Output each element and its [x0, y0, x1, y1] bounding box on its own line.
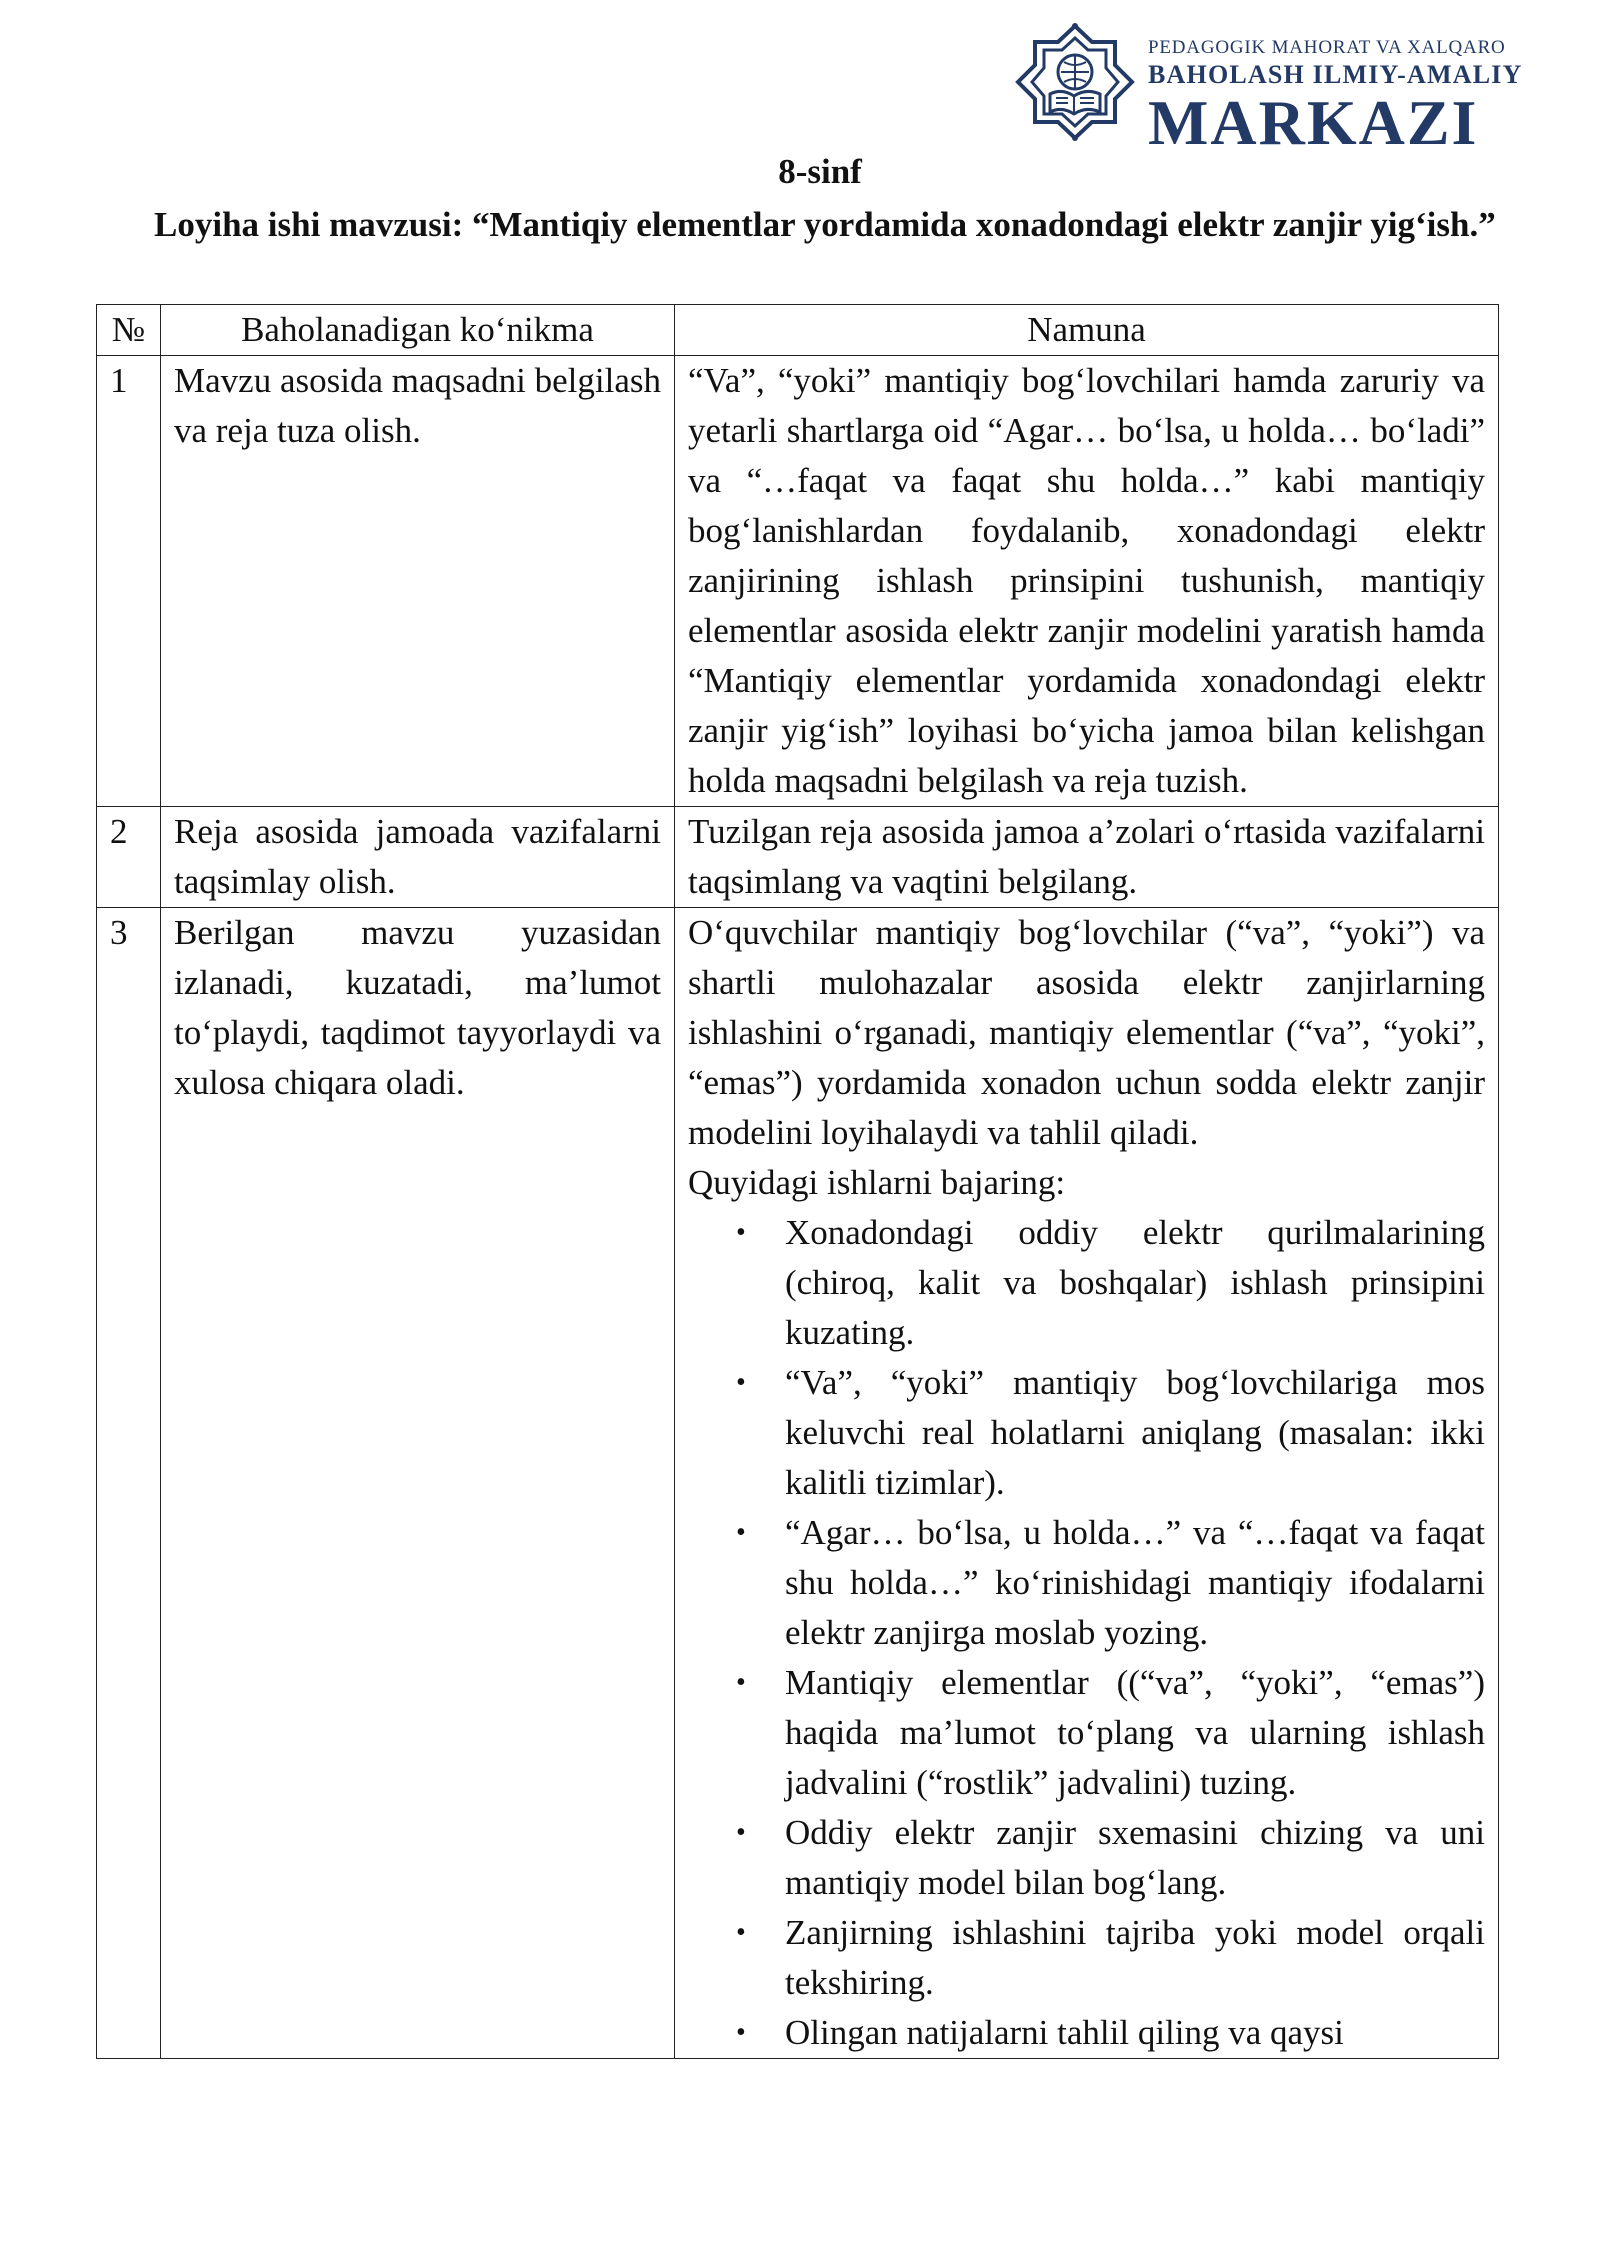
logo-line-3: MARKAZI	[1148, 87, 1479, 158]
tasks-intro: Quyidagi ishlarni bajaring:	[688, 1163, 1066, 1202]
list-item: • Mantiqiy elementlar ((“va”, “yoki”, “emas”) haqida ma’lumot to‘plang va ularning ishlash jadvalini (“rostlik” jadvalini) tuzing.	[688, 1658, 1485, 1808]
task-list	[688, 1208, 1485, 2058]
row-skill: Reja asosida jamoada vazifalarni taqsimlay olish.	[161, 807, 675, 908]
header-sample: Namuna	[675, 305, 1499, 356]
table-row	[97, 908, 1499, 2059]
list-item: • “Va”, “yoki” mantiqiy bog‘lovchilariga mos keluvchi real holatlarni aniqlang (masalan: ikki kalitli tizimlar).	[688, 1358, 1485, 1508]
row-number: 3	[97, 908, 161, 2059]
list-item: • Xonadondagi oddiy elektr qurilmalarining (chiroq, kalit va boshqalar) ishlash prinsipini kuzating.	[688, 1208, 1485, 1358]
table-row	[97, 356, 1499, 807]
row-number: 2	[97, 807, 161, 908]
header-number: №	[97, 305, 161, 356]
grade-heading: 8-sinf	[778, 152, 862, 191]
row-number: 1	[97, 356, 161, 807]
row-sample: “Va”, “yoki” mantiqiy bog‘lovchilari hamda zaruriy va yetarli shartlarga oid “Agar… bo‘lsa, u holda… bo‘ladi” va “…faqat va faqat shu holda…” kabi mantiqiy bog‘lanishlardan foydalanib, xonadondagi elektr zanjirining ishlash prinsipini tushunish, mantiqiy elementlar asosida elektr zanjir modelini yaratish hamda “Mantiqiy elementlar yordamida xonadondagi elektr zanjir yig‘ish” loyihasi bo‘yicha jamoa bilan kelishgan holda maqsadni belgilash va reja tuzish.	[675, 356, 1499, 807]
logo-line-2: BAHOLASH ILMIY-AMALIY	[1148, 60, 1523, 89]
list-item: • Oddiy elektr zanjir sxemasini chizing va uni mantiqiy model bilan bog‘lang.	[688, 1808, 1485, 1908]
row-sample-cell	[675, 908, 1499, 2059]
table-row	[97, 807, 1499, 908]
institute-emblem-icon	[1012, 22, 1138, 154]
assessment-table	[96, 304, 1499, 2059]
list-item: • “Agar… bo‘lsa, u holda…” va “…faqat va faqat shu holda…” ko‘rinishidagi mantiqiy ifodalarni elektr zanjirga moslab yozing.	[688, 1508, 1485, 1658]
row-skill: Berilgan mavzu yuzasidan izlanadi, kuzatadi, ma’lumot to‘playdi, taqdimot tayyorlaydi va xulosa chiqara oladi.	[161, 908, 675, 2059]
header-logo	[1012, 22, 1523, 158]
header-skill: Baholanadigan ko‘nikma	[161, 305, 675, 356]
row-skill: Mavzu asosida maqsadni belgilash va reja tuza olish.	[161, 356, 675, 807]
table-header-row	[97, 305, 1499, 356]
list-item: • Olingan natijalarni tahlil qiling va qaysi	[688, 2008, 1485, 2058]
list-item: • Zanjirning ishlashini tajriba yoki model orqali tekshiring.	[688, 1908, 1485, 2008]
project-topic: Loyiha ishi mavzusi: “Mantiqiy elementlar yordamida xonadondagi elektr zanjir yig‘ish.”	[154, 205, 1496, 244]
row-sample: O‘quvchilar mantiqiy bog‘lovchilar (“va”, “yoki”) va shartli mulohazalar asosida elektr zanjirlarning ishlashini o‘rganadi, mantiqiy elementlar (“va”, “yoki”, “emas”) yordamida xonadon uchun sodda elektr zanjir modelini loyihalaydi va tahlil qiladi.	[688, 913, 1485, 1152]
logo-line-1: PEDAGOGIK MAHORAT VA XALQARO	[1148, 37, 1506, 58]
row-sample: Tuzilgan reja asosida jamoa a’zolari o‘rtasida vazifalarni taqsimlang va vaqtini belgilang.	[675, 807, 1499, 908]
